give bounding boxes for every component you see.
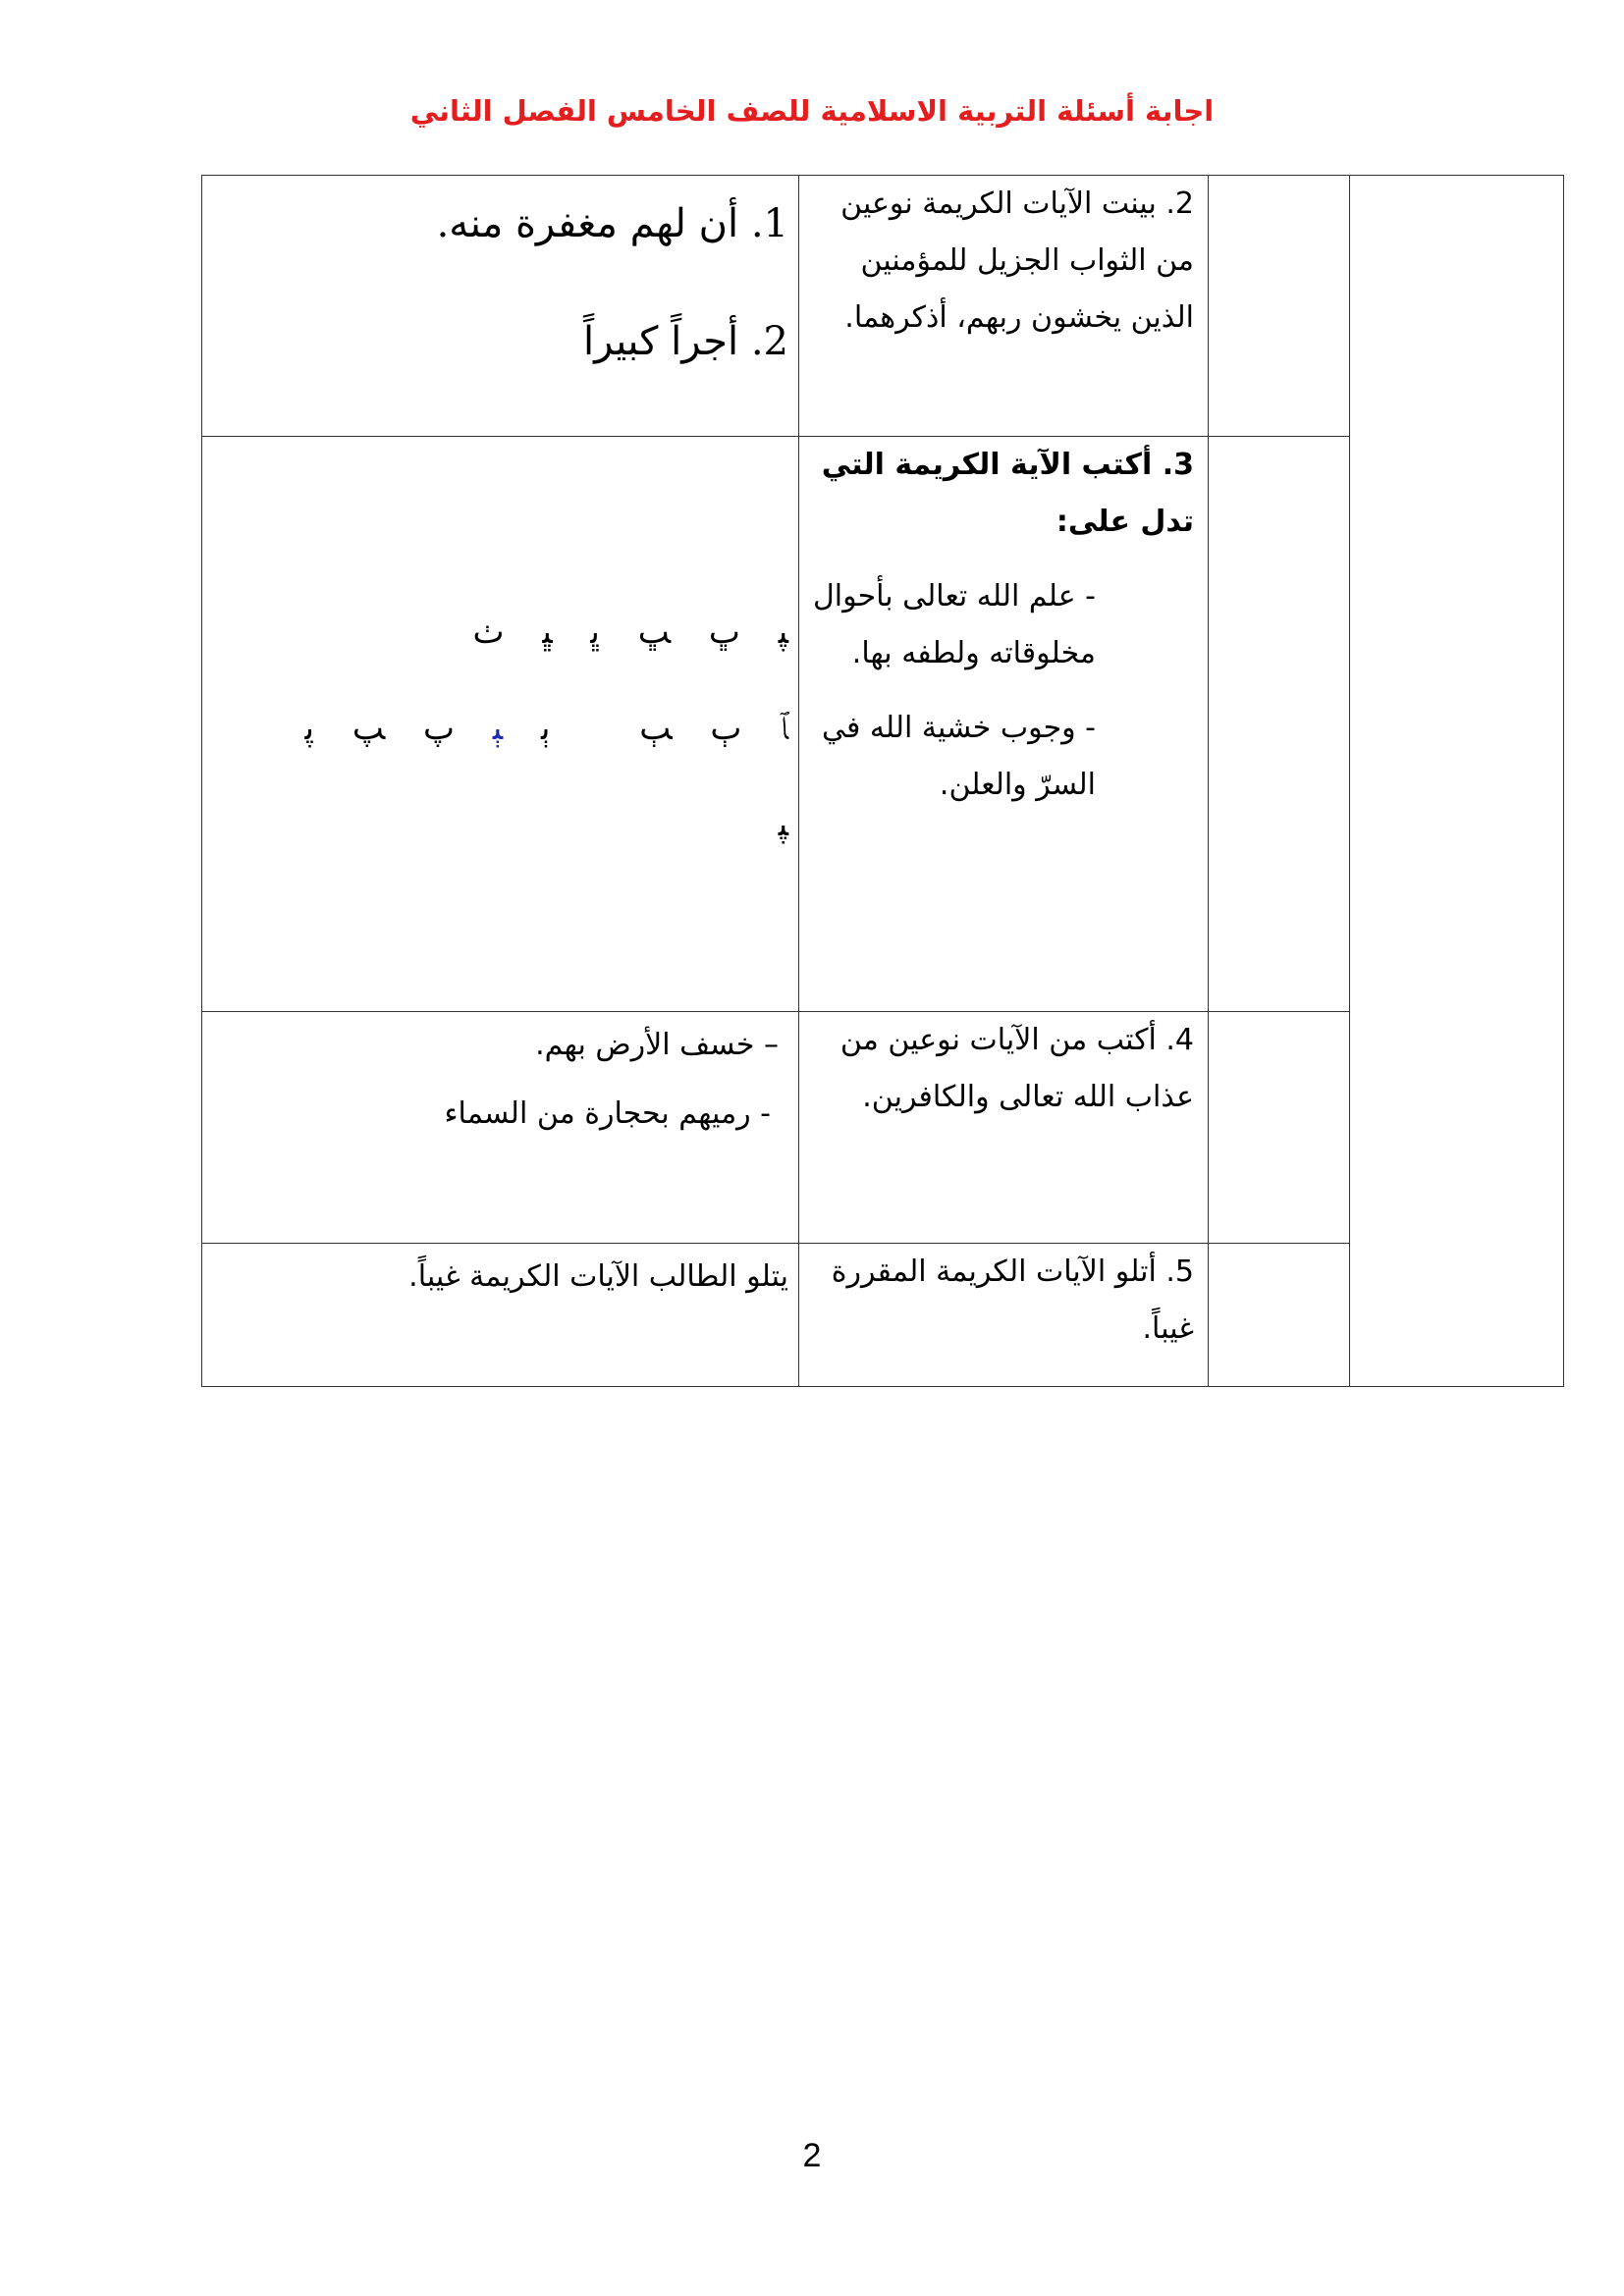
page-title: اجابة أسئلة التربية الاسلامية للصف الخامس الفصل الثاني [409, 94, 1215, 128]
blank-cell [1209, 176, 1350, 437]
verse-glyph-blue: ﭕ [492, 709, 504, 748]
blank-column [1350, 176, 1564, 1387]
verse-glyph: ﭛ [637, 613, 672, 652]
question-cell [799, 1244, 1209, 1387]
page-number: 2 [802, 2137, 822, 2174]
verse-glyph: ﭗ [352, 709, 386, 748]
verse-glyph: ﭞ [472, 613, 505, 652]
verse-glyph: ﭒ [710, 709, 742, 748]
answer-cell [202, 1244, 799, 1387]
answer-line: 1. أن لهم مغفرة منه. [436, 201, 788, 246]
question-cell [799, 437, 1209, 1012]
question-heading: 3. أكتب الآية الكريمة التي تدل على: [821, 448, 1194, 539]
blank-cell [1209, 437, 1350, 1012]
question-text: 5. أتلو الآيات الكريمة المقررة غيباً. [831, 1255, 1194, 1346]
answer-cell [202, 176, 799, 437]
question-text: 4. أكتب من الآيات نوعين من عذاب الله تعالى والكافرين. [839, 1023, 1194, 1114]
verse-glyph: ﭚ [708, 613, 740, 652]
answer-line: - رميهم بحجارة من السماء [444, 1096, 771, 1131]
blank-cell [1209, 1012, 1350, 1244]
verse-glyph: ﭖ [423, 709, 456, 748]
answer-line: 2. أجراً كبيراً [583, 319, 788, 364]
verse-glyph: ﭝ [542, 613, 553, 652]
table-row [202, 176, 1564, 437]
question-text: 2. بينت الآيات الكريمة نوعين من الثواب الجزيل للمؤمنين الذين يخشون ربهم، أذكرهما. [840, 187, 1194, 335]
sub-point: - وجوب خشية الله في السرّ والعلن. [821, 711, 1096, 802]
verse-glyph: ﭑ [780, 709, 788, 748]
verse-glyph: ﭘ [304, 709, 315, 748]
sub-point: - علم الله تعالى بأحوال مخلوقاته ولطفه بها. [812, 579, 1096, 670]
glyph-line [222, 776, 788, 873]
verse-glyph: ﭔ [540, 709, 551, 748]
answer-line: – خسف الأرض بهم. [535, 1028, 779, 1062]
verse-glyph: ﭙ [778, 613, 788, 652]
blank-cell [1209, 1244, 1350, 1387]
verse-glyphs [222, 584, 788, 873]
answer-cell [202, 1012, 799, 1244]
verse-glyph: ﭜ [590, 613, 600, 652]
glyph-line [222, 680, 788, 776]
answer-line: يتلو الطالب الآيات الكريمة غيباً. [408, 1259, 788, 1294]
qa-table [201, 175, 1564, 1387]
answer-cell [202, 437, 799, 1012]
glyph-line [222, 584, 788, 680]
question-cell [799, 176, 1209, 437]
question-cell [799, 1012, 1209, 1244]
verse-glyph: ﭙ [778, 805, 788, 844]
verse-glyph: ﭓ [639, 709, 673, 748]
